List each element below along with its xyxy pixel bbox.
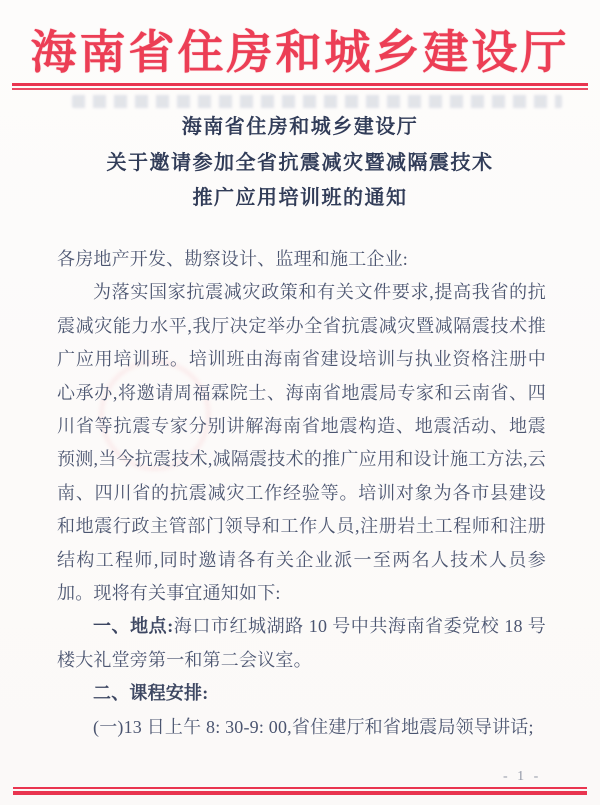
letterhead-rule-top-thick	[12, 83, 588, 86]
salutation: 各房地产开发、勘察设计、监理和施工企业:	[57, 249, 408, 269]
bleedthrough-ghost-text	[72, 95, 562, 108]
section-location-heading: 一、地点:	[93, 616, 174, 637]
section-location	[57, 610, 546, 677]
notice-title-line-1: 海南省住房和城乡建设厅	[181, 116, 419, 138]
agency-letterhead: 海南省住房和城乡建设厅	[30, 27, 570, 78]
footer-rule-thick	[13, 791, 587, 795]
section-location-text: 海口市红城湖路 10 号中共海南省委党校 18 号楼大礼堂旁第一和第二会议室。	[57, 616, 546, 670]
notice-title-line-2: 关于邀请参加全省抗震减灾暨减隔震技术	[106, 151, 494, 174]
footer-rule-thin	[13, 787, 587, 789]
notice-title	[0, 110, 600, 217]
notice-title-line-3: 推广应用培训班的通知	[192, 187, 408, 209]
letterhead-rule-top-thin	[12, 88, 588, 90]
section-schedule-heading: 二、课程安排:	[93, 683, 209, 704]
body-paragraph: 为落实国家抗震减灾政策和有关文件要求,提高我省的抗震减灾能力水平,我厅决定举办全省抗震减灾暨减隔震技术推广应用培训班。培训班由海南省建设培训与执业资格注册中心承办,将邀请周福霖院士、海南省地震局专家和云南省、四川省等抗震专家分别讲解海南省地震构造、地震活动、地震预测,当今抗震技术,减隔震技术的推广应用和设计施工方法,云南、四川省的抗震减灾工作经验等。培训对象为各市县建设和地震行政主管部门领导和工作人员,注册岩土工程师和注册结构工程师,同时邀请各有关企业派一至两名人技术人员参加。现将有关事宜通知如下:	[57, 282, 546, 604]
schedule-item-1: (一)13 日上午 8: 30-9: 00,省住建厅和省地震局领导讲话;	[93, 716, 534, 737]
page-number: - 1 -	[503, 769, 542, 784]
notice-body	[57, 243, 546, 744]
